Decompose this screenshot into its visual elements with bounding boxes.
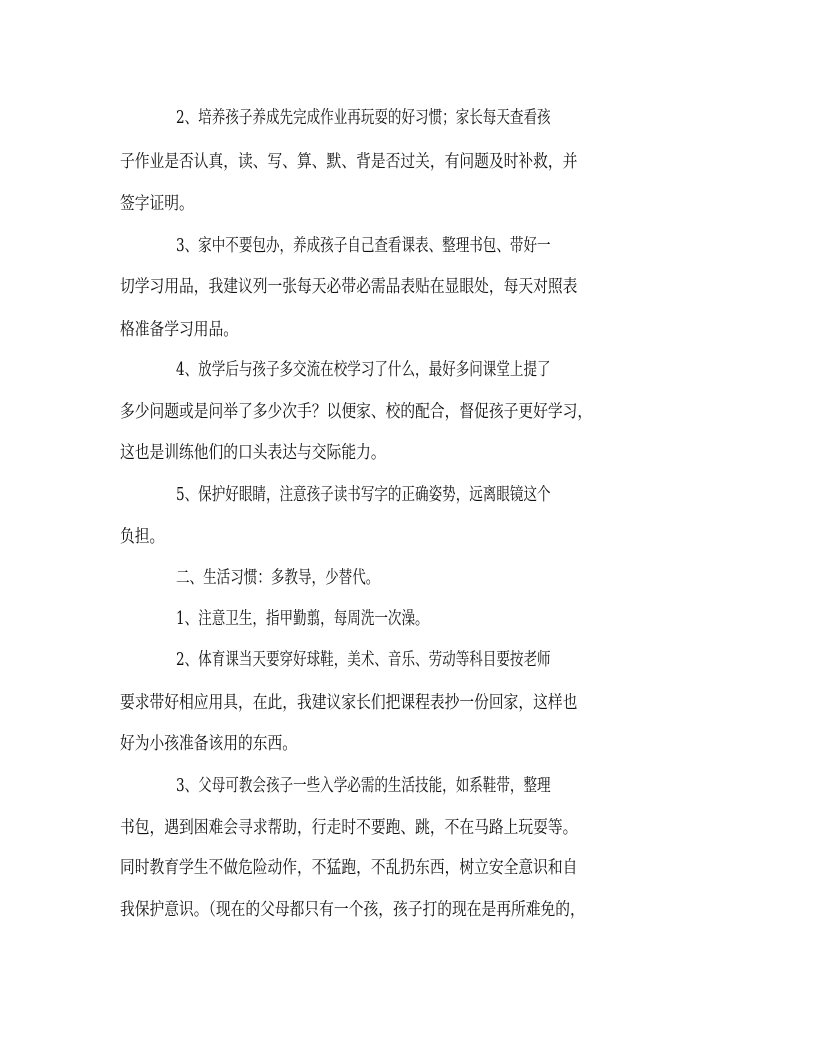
text-line: 签字证明。 [120,194,194,214]
text-line: 切学习用品，我建议列一张每天必带必需品表贴在显眼处，每天对照表 [120,277,578,297]
text-line: 2、体育课当天要穿好球鞋，美术、音乐、劳动等科目要按老师 [176,650,551,670]
text-line: 书包，遇到困难会寻求帮助，行走时不要跑、跳，不在马路上玩耍等。 [120,818,578,838]
text-line: 3、家中不要包办，养成孩子自己查看课表、整理书包、带好一 [176,236,551,256]
text-line: 好为小孩准备该用的东西。 [120,734,298,754]
text-line: 子作业是否认真，读、写、算、默、背是否过关，有问题及时补救，并 [120,152,578,172]
text-line: 2、培养孩子养成先完成作业再玩耍的好习惯；家长每天查看孩 [176,108,551,128]
text-line: 4、放学后与孩子多交流在校学习了什么，最好多问课堂上提了 [176,360,551,380]
text-line: 我保护意识。（现在的父母都只有一个孩，孩子打的现在是再所难免的， [120,900,585,920]
text-line: 格准备学习用品。 [120,320,239,340]
text-line: 1、注意卫生，指甲勤翦，每周洗一次澡。 [176,609,429,629]
text-line: 负担。 [120,527,165,547]
text-line: 这也是训练他们的口头表达与交际能力。 [120,443,386,463]
text-line: 要求带好相应用具，在此，我建议家长们把课程表抄一份回家，这样也 [120,693,578,713]
text-line: 3、父母可教会孩子一些入学必需的生活技能，如系鞋带，整理 [176,776,551,796]
text-line: 同时教育学生不做危险动作，不猛跑，不乱扔东西，树立安全意识和自 [120,858,578,878]
text-line: 5、保护好眼睛，注意孩子读书写字的正确姿势，远离眼镜这个 [176,485,551,505]
section-heading: 二、生活习惯：多教导，少替代。 [176,568,380,588]
text-line: 多少问题或是问举了多少次手？以便家、校的配合，督促孩子更好学习， [120,402,593,422]
